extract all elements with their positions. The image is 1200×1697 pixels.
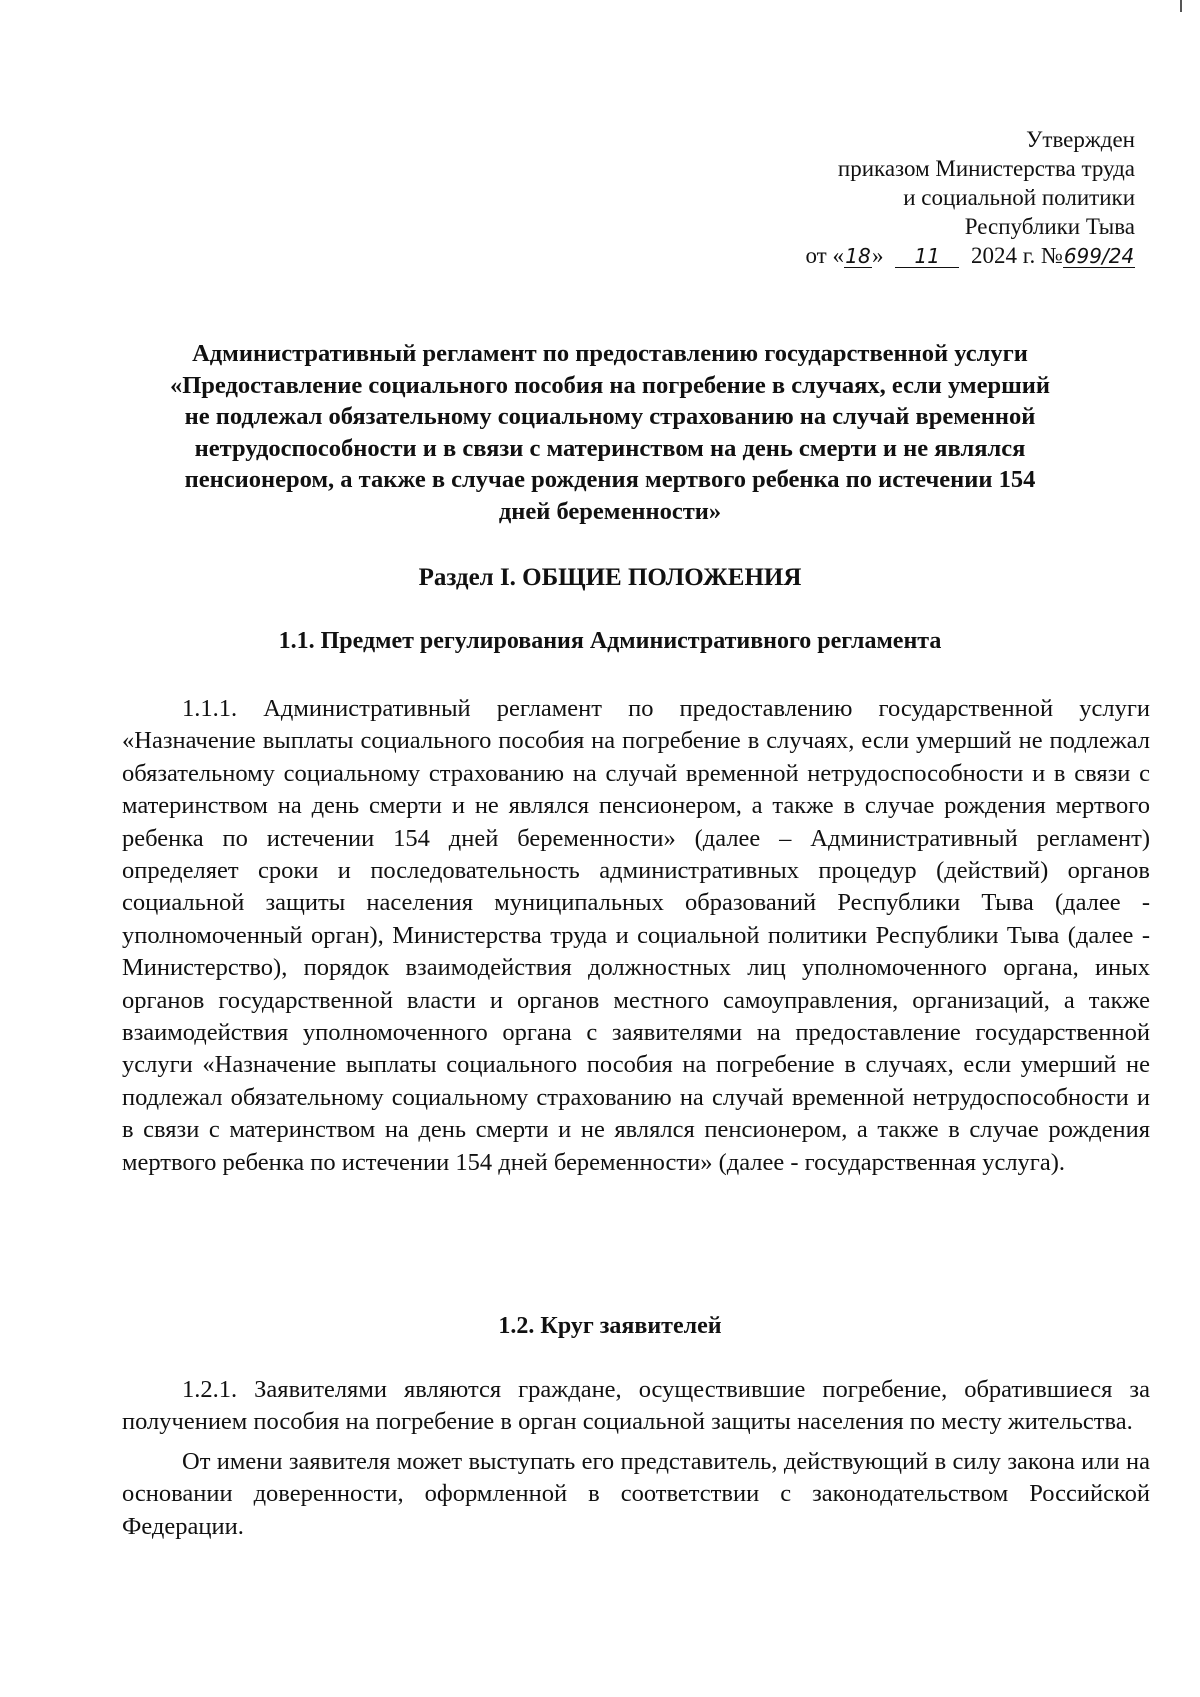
approval-line-republic: Республики Тыва	[964, 214, 1135, 239]
approval-line-order: приказом Министерства труда	[837, 156, 1135, 181]
subsection-heading-applicants: 1.2. Круг заявителей	[498, 1313, 722, 1339]
date-mid: »	[871, 243, 884, 268]
subsection-heading-subject: 1.1. Предмет регулирования Административного регламента	[278, 628, 942, 654]
approval-line-approved: Утвержден	[1026, 127, 1135, 152]
order-number-handwritten: 699/24	[1063, 244, 1135, 268]
date-day-handwritten: 18	[845, 244, 871, 268]
title-line-2: «Предоставление социального пособия на погребение в случаях, если умерший	[170, 371, 1050, 399]
paragraph-1-2-1: 1.2.1. Заявителями являются граждане, осуществившие погребение, обратившиеся за получением пособия на погребение в орган социальной защиты населения по месту жительства.	[122, 1376, 1150, 1436]
scan-artifact	[1180, 0, 1182, 12]
section-heading: Раздел I. ОБЩИЕ ПОЛОЖЕНИЯ	[418, 564, 802, 591]
date-year: 2024 г. №	[970, 243, 1063, 268]
title-line-4: нетрудоспособности и в связи с материнством на день смерти и не являлся	[194, 434, 1026, 462]
paragraph-1-1-1: 1.1.1. Административный регламент по предоставлению государственной услуги «Назначение выплаты социального пособия на погребение в случаях, если умерший не подлежал обязательному социальному страхованию на случай временной нетрудоспособности и в связи с материнством на день смерти и не являлся пенсионером, а также в случае рождения мертвого ребенка по истечении 154 дней беременности» (далее – Административный регламент) определяет сроки и последовательность административных процедур (действий) органов социальной защиты населения муниципальных образований Республики Тыва (далее - уполномоченный орган), Министерства труда и социальной политики Республики Тыва (далее - Министерство), порядок взаимодействия должностных лиц уполномоченного органа, иных органов государственной власти и органов местного самоуправления, организаций, а также взаимодействия уполномоченного органа с заявителями на предоставление государственной услуги «Назначение выплаты социального пособия на погребение в случаях, если умерший не подлежал обязательному социальному страхованию на случай временной нетрудоспособности и в связи с материнством на день смерти и не являлся пенсионером, а также в случае рождения мертвого ребенка по истечении 154 дней беременности» (далее - государственная услуга).	[122, 695, 1150, 1176]
approval-date-line	[695, 241, 1135, 270]
date-prefix: от «	[805, 243, 844, 268]
title-line-3: не подлежал обязательному социальному страхованию на случай временной	[184, 403, 1036, 430]
title-line-1: Административный регламент по предоставлению государственной услуги	[192, 340, 1028, 367]
title-line-6: дней беременности»	[498, 497, 722, 525]
document-title	[110, 338, 1110, 527]
paragraph-representative: От имени заявителя может выступать его представитель, действующий в силу закона или на основании доверенности, оформленной в соответствии с законодательством Российской Федерации.	[122, 1448, 1150, 1540]
approval-block	[695, 125, 1135, 270]
approval-line-policy: и социальной политики	[903, 185, 1135, 210]
date-month-handwritten: 11	[895, 245, 959, 268]
title-line-5: пенсионером, а также в случае рождения мертвого ребенка по истечении 154	[184, 466, 1036, 493]
